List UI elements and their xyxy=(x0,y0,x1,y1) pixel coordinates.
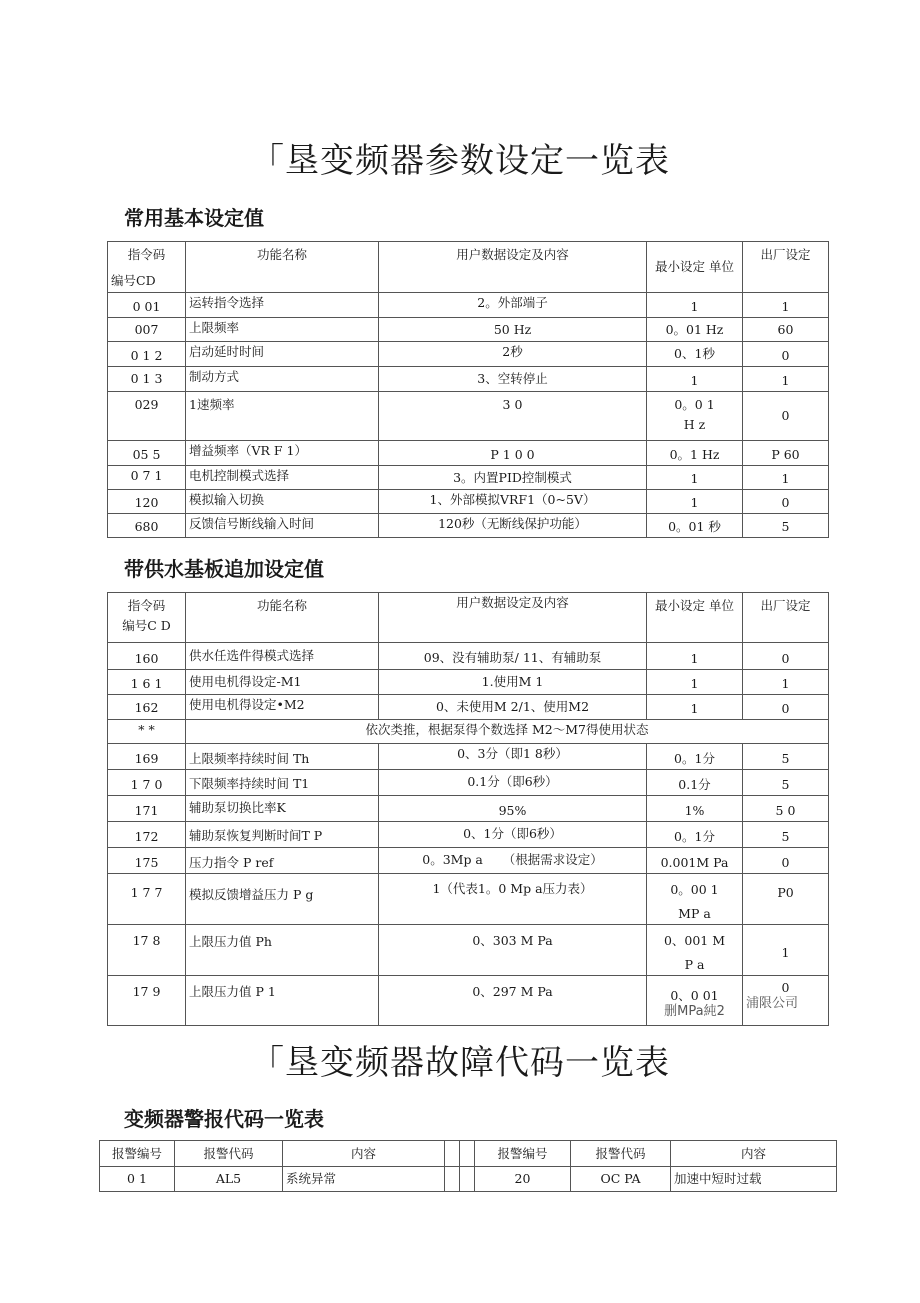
table-header-row xyxy=(108,593,829,643)
table-row: 160 供水任选件得模式选择 09、没有辅助泵/ 11、有辅助泵 1 0 xyxy=(108,643,829,670)
table-row: 0 01 运转指令选择 2。外部端子 1 1 xyxy=(108,293,829,318)
table-row: 162 使用电机得设定•M2 0、未使用M 2/1、使用M2 1 0 xyxy=(108,695,829,720)
table-row: 171 辅助泵切换比率K 95% 1% 5 0 xyxy=(108,796,829,822)
table-row: 0 7 1 电机控制模式选择 3。内置PID控制模式 1 1 xyxy=(108,466,829,490)
table-row: 007 上限频率 50 Hz 0。01 Hz 60 xyxy=(108,318,829,342)
header-setting: 用户数据设定及内容 xyxy=(379,593,647,643)
page-title-fault-codes: 「垦变频器故障代码一览表 xyxy=(250,1043,670,1083)
table-row: 0 1 3 制动方式 3、空转停止 1 1 xyxy=(108,367,829,392)
header-setting: 用户数据设定及内容 xyxy=(379,242,647,293)
basic-settings-table xyxy=(107,241,829,538)
header-code: 指令码 编号C D xyxy=(108,593,186,643)
header-name: 功能名称 xyxy=(186,242,379,293)
header-name: 功能名称 xyxy=(186,593,379,643)
table-row: 029 1速频率 3 0 0。0 1 H z 0 xyxy=(108,392,829,441)
table-row: 17 8 上限压力值 Ph 0、303 M Pa 0、001 M P a 1 xyxy=(108,925,829,976)
watermark-text: 浦限公司 xyxy=(746,996,799,1011)
table-row: 0 1 2 启动延时时间 2秒 0、1秒 0 xyxy=(108,342,829,367)
table-row: 1 7 0 下限频率持续时间 T1 0.1分（即6秒） 0.1分 5 xyxy=(108,770,829,796)
alarm-codes-table xyxy=(99,1140,837,1192)
table-row: 680 反馈信号断线输入时间 120秒（无断线保护功能） 0。01 秒 5 xyxy=(108,514,829,538)
page-title-parameters: 「垦变频器参数设定一览表 xyxy=(250,141,670,181)
header-min-unit: 最小设定 单位 xyxy=(647,242,743,293)
table-row: 175 压力指令 P ref 0。3Mp a （根据需求设定） 0.001M Pa 0 xyxy=(108,848,829,874)
table-row: 1 7 7 模拟反馈增益压力 P g 1（代表1。0 Mp a压力表） 0。00 1 MP a P0 xyxy=(108,874,829,925)
table-row: 169 上限频率持续时间 Th 0、3分（即1 8秒） 0。1分 5 xyxy=(108,744,829,770)
table-row: 1 6 1 使用电机得设定-M1 1.使用M 1 1 1 xyxy=(108,670,829,695)
header-factory: 出厂设定 xyxy=(743,242,829,293)
section-title-water-supply: 带供水基板追加设定值 xyxy=(124,557,324,581)
section-title-basic: 常用基本设定值 xyxy=(124,206,264,230)
section-title-alarm-codes: 变频器警报代码一览表 xyxy=(124,1107,324,1131)
table-row: 172 辅助泵恢复判断时间T P 0、1分（即6秒） 0。1分 5 xyxy=(108,822,829,848)
header-min-unit: 最小设定 单位 xyxy=(647,593,743,643)
table-row: 05 5 增益频率（VR F 1） P 1 0 0 0。1 Hz P 60 xyxy=(108,441,829,466)
table-row: 0 1 AL5 系统异常 20 OC PA 加速中短时过载 xyxy=(100,1167,837,1192)
header-code: 指令码 编号CD xyxy=(108,242,186,293)
table-header-row xyxy=(108,242,829,293)
table-row: 17 9 上限压力值 P 1 0、297 M Pa 0、0 01 删MPa純2 0 浦限公司 xyxy=(108,976,829,1026)
table-header-row: 报警编号 报警代码 内容 报警编号 报警代码 内容 xyxy=(100,1141,837,1167)
table-row: * * 依次类推，根据泵得个数选择 M2～M7得使用状态 xyxy=(108,720,829,744)
table-row: 120 模拟输入切换 1、外部模拟VRF1（0~5V） 1 0 xyxy=(108,490,829,514)
header-factory: 出厂设定 xyxy=(743,593,829,643)
water-supply-settings-table xyxy=(107,592,829,1026)
